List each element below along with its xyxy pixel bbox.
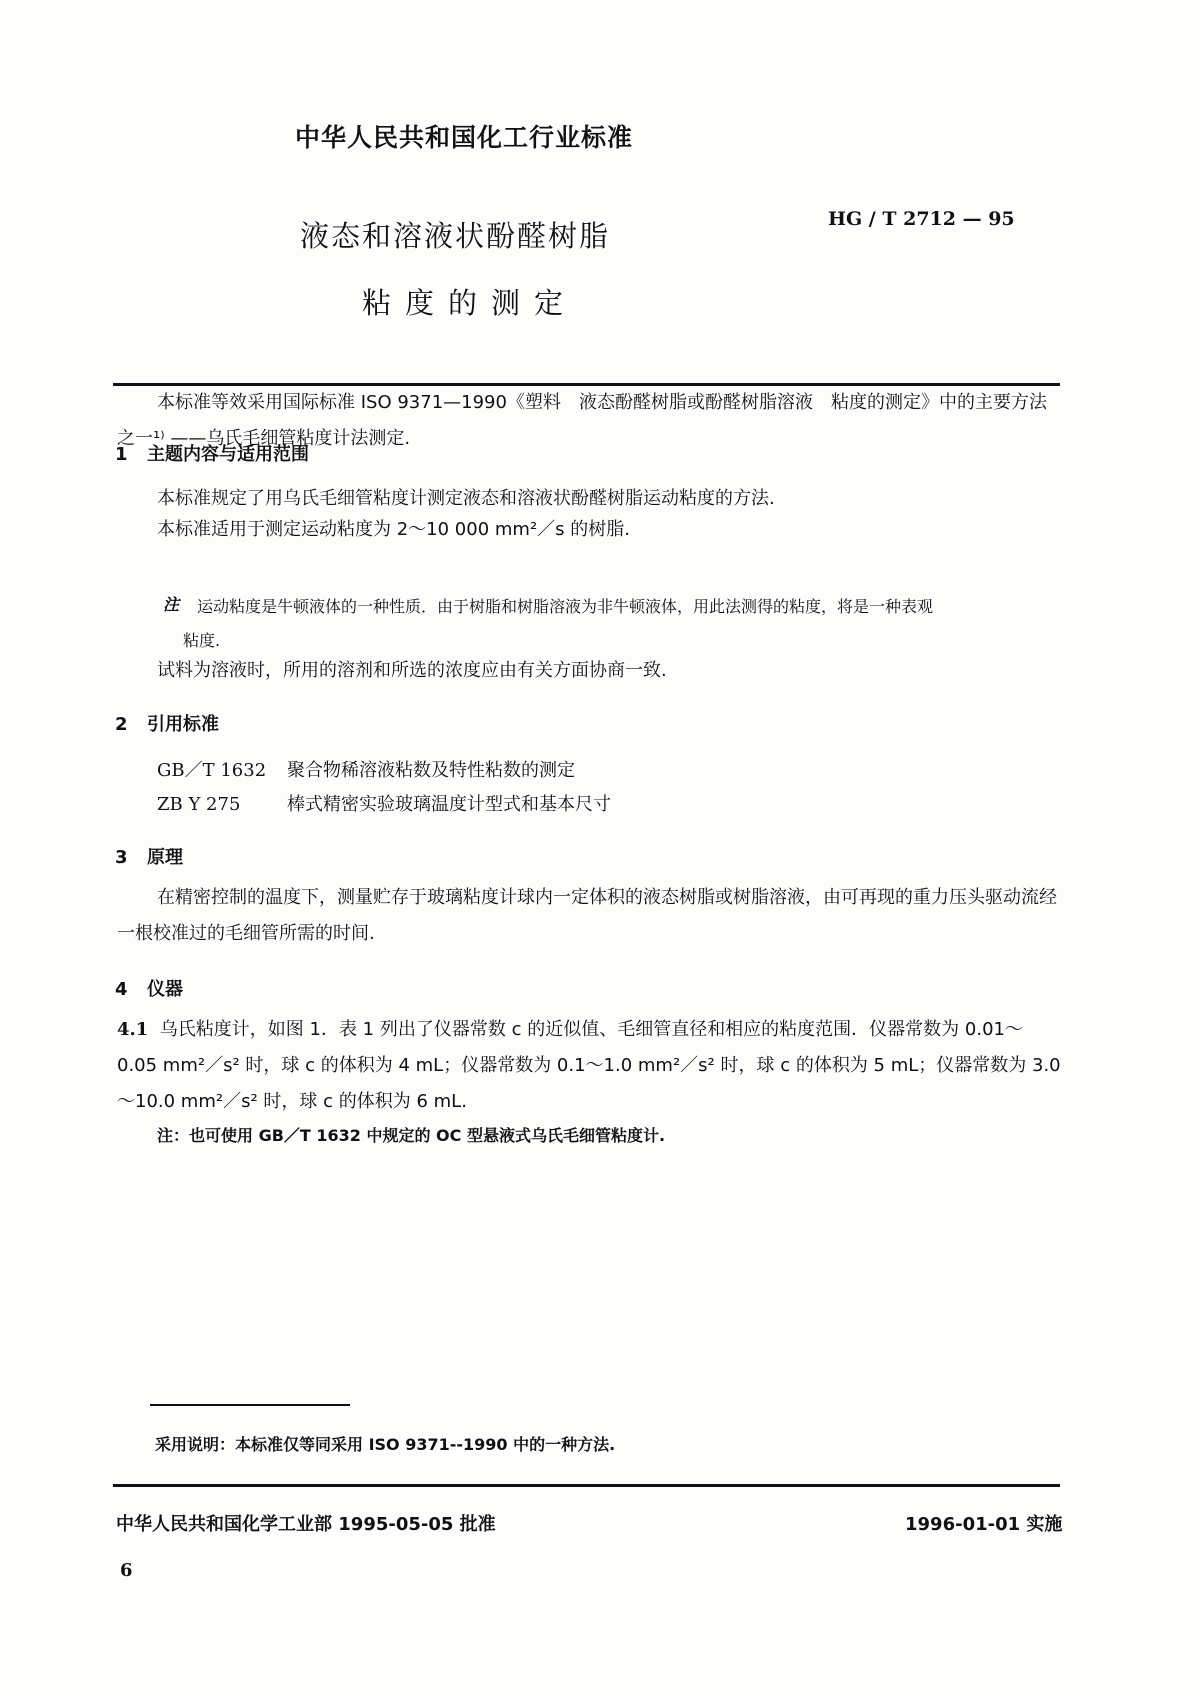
- section-4-heading: [115, 975, 183, 1001]
- clause-text: 乌氏粘度计，如图 1．表 1 列出了仪器常数 c 的近似值、毛细管直径和相应的粘度范围．仪器常数为 0.01～0.05 mm²／s² 时，球 c 的体积为 4 mL；仪器常数为 0.1～1.0 mm²／s² 时，球 c 的体积为 5 mL；仪器常数为 3.0～10.0 mm²／s² 时，球 c 的体积为 6 mL.: [117, 1019, 1061, 1112]
- reference-code: ZB Y 275: [157, 794, 241, 815]
- reference-code: GB／T 1632: [157, 760, 267, 781]
- intro-paragraph: 本标准等效采用国际标准 ISO 9371—1990《塑料 液态酚醛树脂或酚醛树脂溶液 粘度的测定》中的主要方法之一¹⁾ ——乌氏毛细管粘度计法测定.: [117, 392, 1047, 449]
- section-number: 3: [115, 847, 128, 868]
- section-1-note-line-2: 粘度.: [183, 631, 221, 650]
- section-1-note-line-1: 运动粘度是牛顿液体的一种性质．由于树脂和树脂溶液为非牛顿液体，用此法测得的粘度，将是一种表观: [197, 597, 934, 616]
- standard-number: HG / T 2712 — 95: [828, 208, 1015, 230]
- issuing-authority: 中华人民共和国化工行业标准: [295, 123, 634, 152]
- document-title-line2: 粘度的测定: [362, 286, 578, 320]
- section-4-note: 注：也可使用 GB／T 1632 中规定的 OC 型悬液式乌氏毛细管粘度计.: [157, 1126, 666, 1145]
- implementation-date: 1996-01-01 实施: [905, 1514, 1063, 1535]
- reference-title: 聚合物稀溶液粘数及特性粘数的测定: [287, 760, 575, 781]
- clause-number: 4.1: [117, 1019, 149, 1040]
- section-1-line-1: 本标准规定了用乌氏毛细管粘度计测定液态和溶液状酚醛树脂运动粘度的方法.: [157, 488, 775, 509]
- reference-2: [157, 790, 611, 816]
- footer-divider: [113, 1484, 1060, 1487]
- section-title: 原理: [147, 847, 183, 868]
- note-mark: 注: [163, 595, 180, 614]
- section-3-heading: [115, 843, 183, 869]
- approval-statement: 中华人民共和国化学工业部 1995-05-05 批准: [116, 1514, 496, 1535]
- section-3-text: 在精密控制的温度下，测量贮存于玻璃粘度计球内一定体积的液态树脂或树脂溶液，由可再现的重力压头驱动流经一根校准过的毛细管所需的时间.: [117, 887, 1057, 944]
- section-number: 1: [115, 444, 128, 465]
- section-1-heading: [115, 440, 309, 466]
- section-title: 仪器: [147, 979, 183, 1000]
- section-1-after-note: 试料为溶液时，所用的溶剂和所选的浓度应由有关方面协商一致.: [157, 660, 667, 681]
- section-number: 4: [115, 979, 128, 1000]
- page-number: 6: [120, 1560, 133, 1581]
- footnote-divider: [150, 1404, 350, 1406]
- adoption-footnote: 采用说明：本标准仅等同采用 ISO 9371--1990 中的一种方法.: [155, 1435, 616, 1454]
- section-1-line-2: 本标准适用于测定运动粘度为 2～10 000 mm²／s 的树脂.: [157, 519, 630, 540]
- section-number: 2: [115, 714, 128, 735]
- reference-title: 棒式精密实验玻璃温度计型式和基本尺寸: [287, 794, 611, 815]
- section-title: 主题内容与适用范围: [147, 444, 309, 465]
- clause-4-1: [117, 1012, 1062, 1120]
- reference-1: [157, 756, 575, 782]
- section-title: 引用标准: [147, 714, 219, 735]
- section-2-heading: [115, 710, 219, 736]
- document-title-line1: 液态和溶液状酚醛树脂: [300, 219, 611, 253]
